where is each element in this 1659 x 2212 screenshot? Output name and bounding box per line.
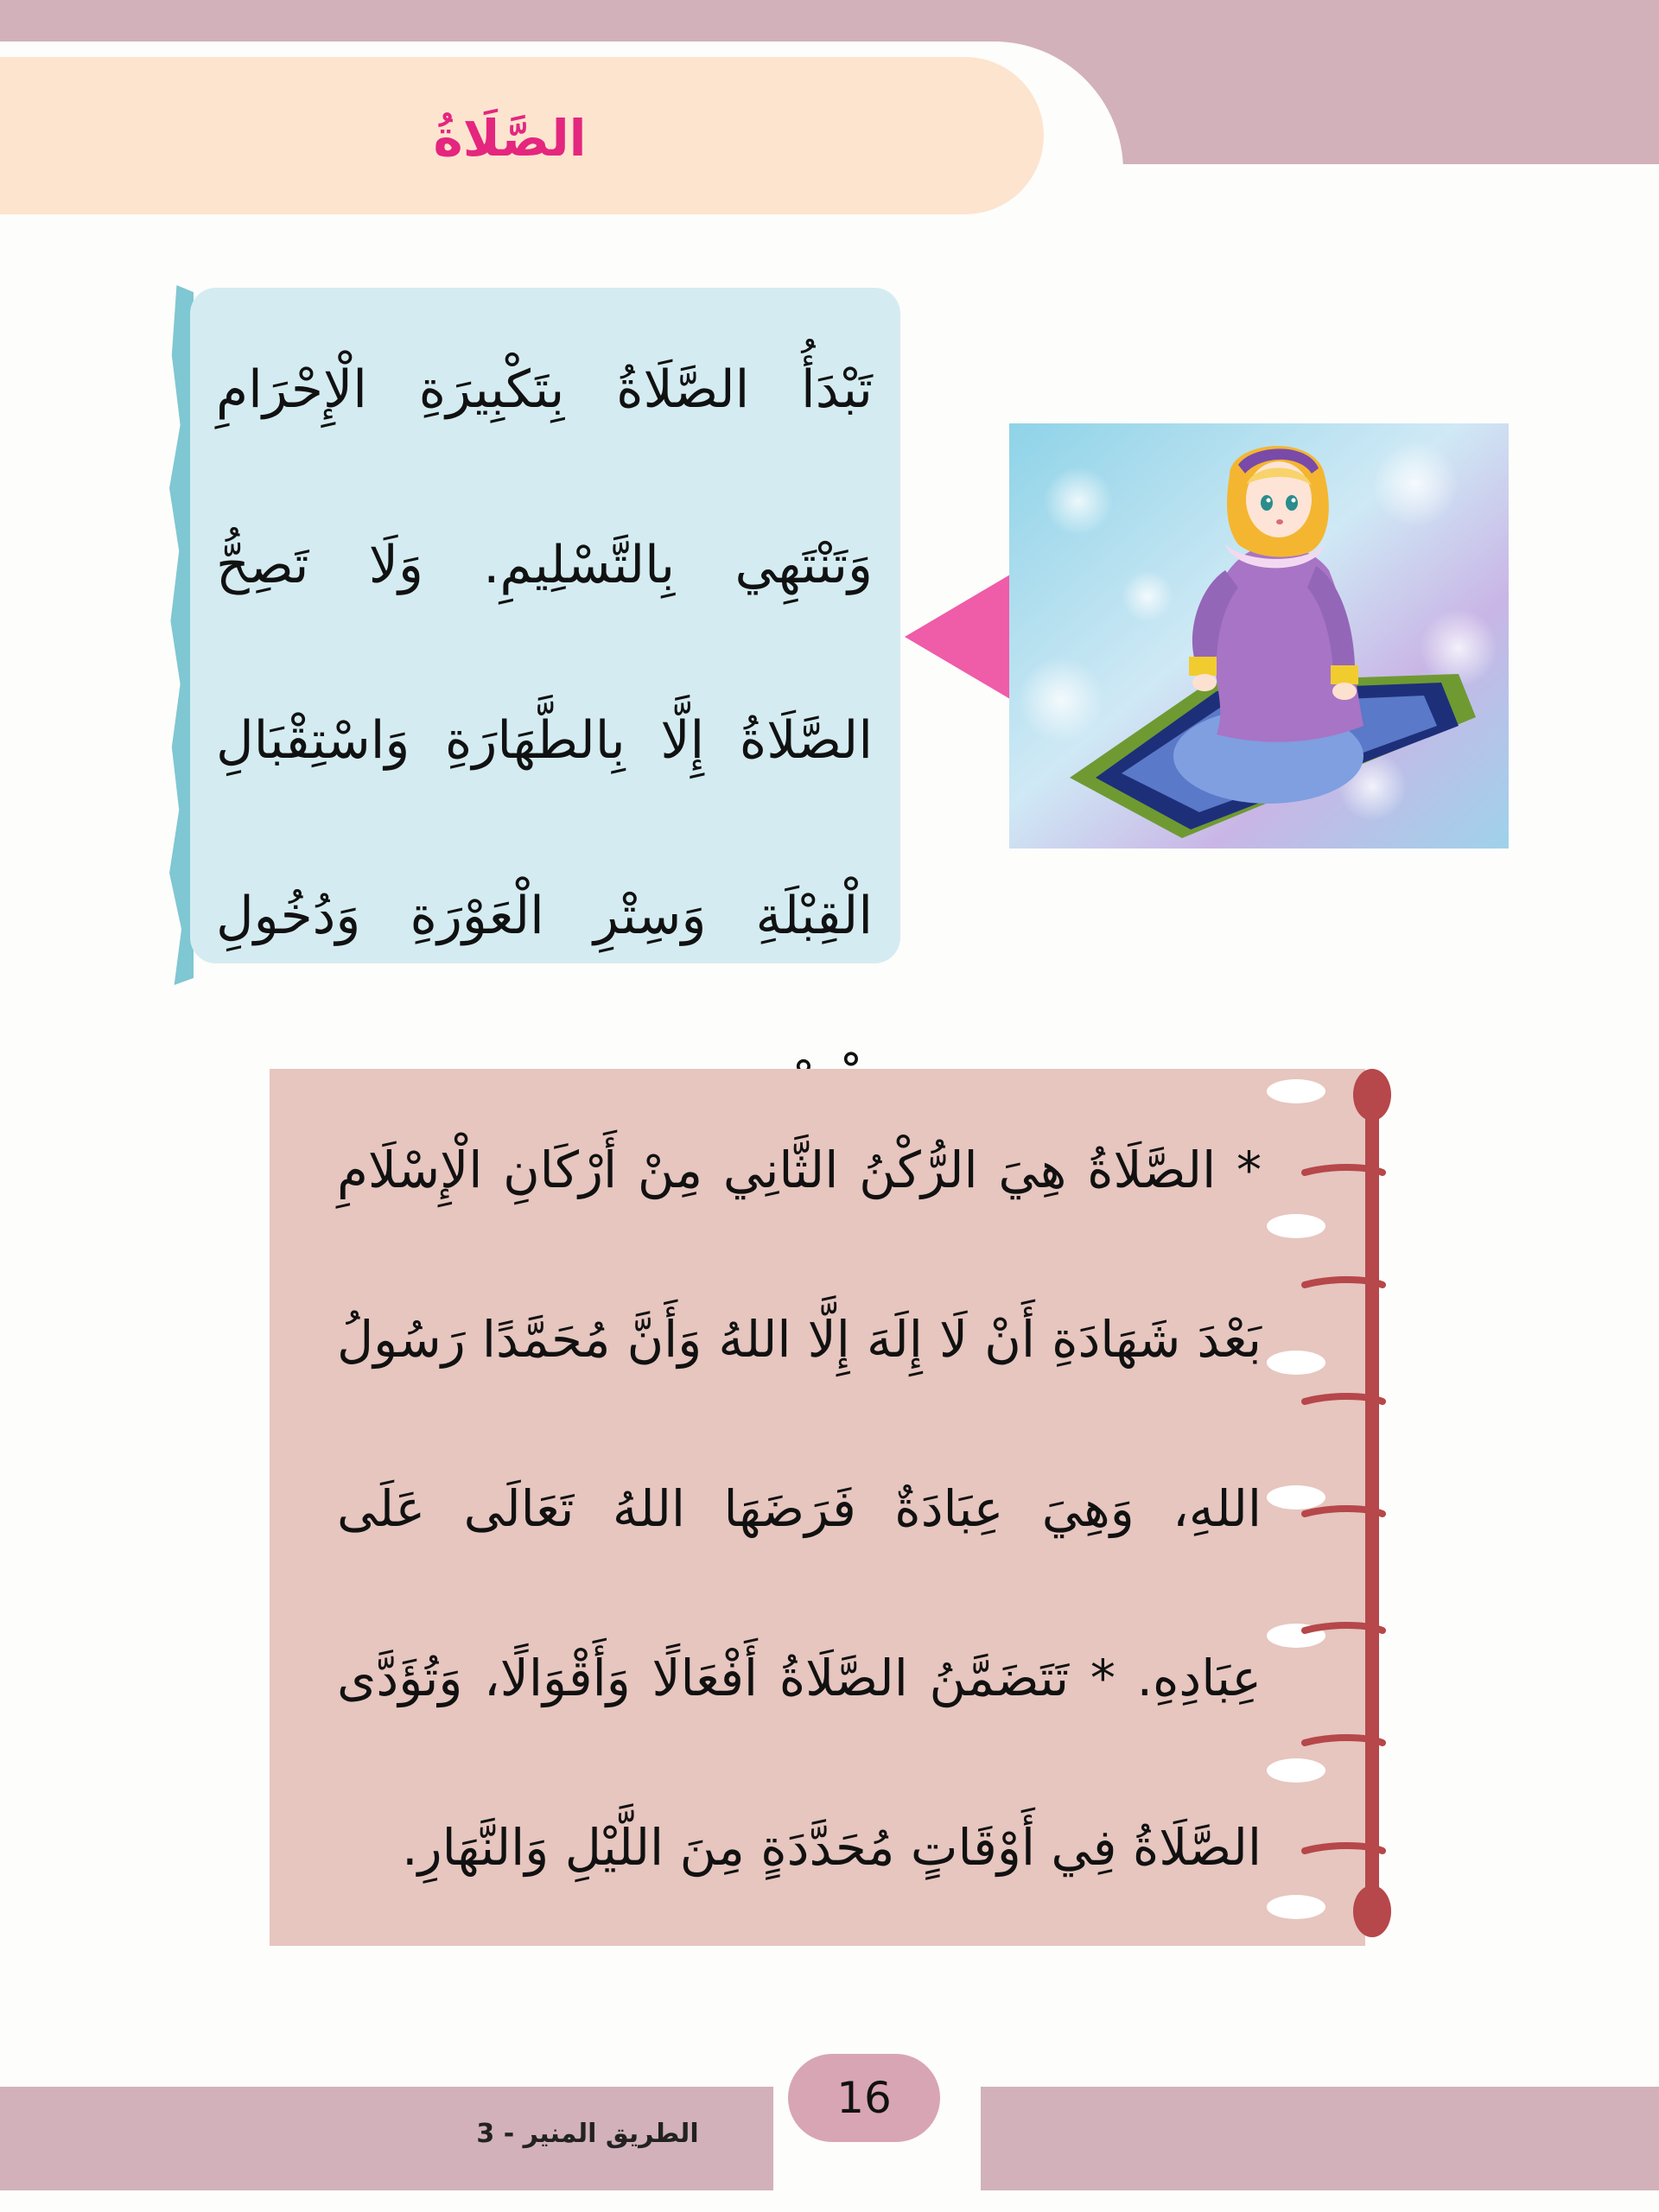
intro-paragraph: تَبْدَأُ الصَّلَاةُ بِتَكْبِيرَةِ الْإِحْرَامِ وَتَنْتَهِي بِالتَّسْلِيمِ. وَلَا تَصِحُّ الصَّلَاةُ إِلَّا بِالطَّهَارَةِ وَاسْتِقْبَالِ الْقِبْلَةِ وَسِتْرِ الْعَوْرَةِ وَدُخُولِ bbox=[216, 359, 873, 946]
girl-praying-illustration bbox=[1009, 423, 1509, 849]
notes-paragraph: * الصَّلَاةُ هِيَ الرُّكْنُ الثَّانِي مِنْ أَرْكَانِ الْإِسْلَامِ بَعْدَ شَهَادَةِ أَنْ لَا إِلَهَ إِلَّا اللهُ وَأَنَّ مُحَمَّدًا رَسُولُ اللهِ، وَهِيَ عِبَادَةٌ فَرَضَهَا اللهُ تَعَالَى عَلَى عِبَادِهِ. * تَتَضَمَّنُ الصَّلَاةُ أَفْعَالًا وَأَقْوَالًا، وَتُؤَدَّى الصَّلَاةُ فِي أَوْقَاتٍ مُحَدَّدَةٍ مِنَ اللَّيْلِ وَالنَّهَارِ. bbox=[337, 1141, 1262, 1877]
page-title: الصَّلَاةُ bbox=[433, 109, 587, 168]
page-number: 16 bbox=[788, 2054, 940, 2142]
pointer-triangle bbox=[905, 575, 1010, 699]
notebook-binding bbox=[1262, 1069, 1417, 1946]
book-name: الطريق المنير - 3 bbox=[476, 2119, 699, 2149]
